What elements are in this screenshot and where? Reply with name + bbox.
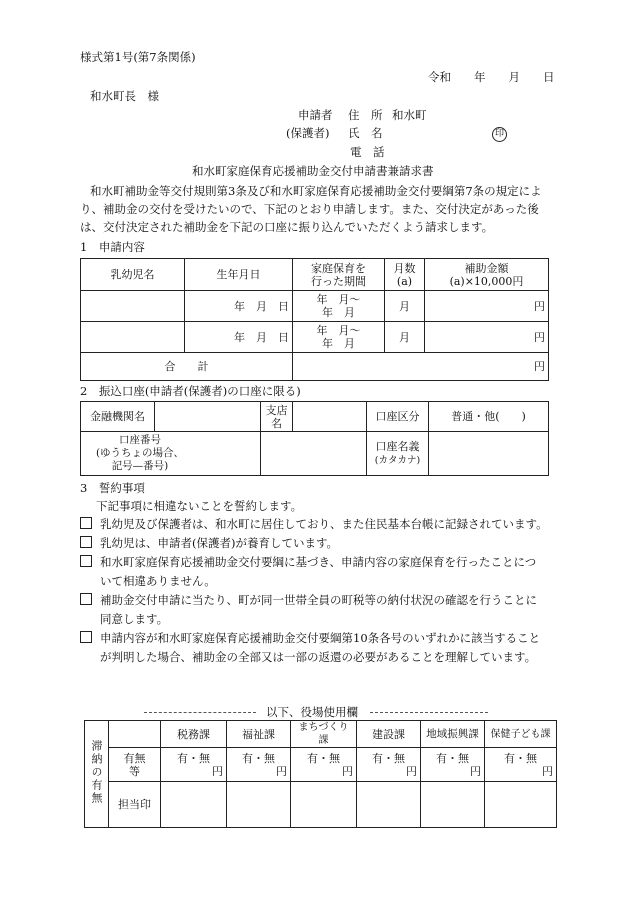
section3-heading: 3 誓約事項 xyxy=(80,481,145,495)
pledge-text-continued: が判明した場合、補助金の全部又は一部の返還の必要があることを理解しています。 xyxy=(100,650,537,664)
account-number-field[interactable] xyxy=(261,432,367,476)
stamp-cell-regional-promotion[interactable] xyxy=(421,782,485,828)
stamp-row xyxy=(85,782,557,828)
stamp-label: 担当印 xyxy=(109,782,161,828)
status-yes-no: 有・無 xyxy=(372,751,405,765)
status-yes-no: 有・無 xyxy=(177,751,210,765)
pledge-item xyxy=(80,517,548,531)
divider-dash-right xyxy=(370,712,488,713)
status-yen: 円 xyxy=(406,764,417,778)
bank-row xyxy=(81,402,549,432)
account-type-value[interactable]: 普通・他( ) xyxy=(429,402,549,432)
pledge-checkbox[interactable] xyxy=(80,593,92,605)
total-label: 合 計 xyxy=(81,353,293,381)
birth-date-header: 生年月日 xyxy=(185,259,293,291)
months-cell[interactable]: 月 xyxy=(385,322,425,353)
branch-label-line-1: 支店 xyxy=(265,403,288,417)
intro-line-3: は、交付決定された補助金を下記の口座に振り込んでいただくよう請求します。 xyxy=(80,220,494,234)
status-yes-no: 有・無 xyxy=(504,751,537,765)
branch-field[interactable] xyxy=(293,402,367,432)
dept-health-children: 保健子ども課 xyxy=(485,721,557,748)
months-header-line-2: (a) xyxy=(396,274,413,288)
amount-cell[interactable]: 円 xyxy=(425,322,549,353)
pledge-checkbox[interactable] xyxy=(80,517,92,529)
status-cell-regional-promotion[interactable] xyxy=(421,748,485,782)
period-cell[interactable] xyxy=(293,291,385,322)
dept-regional-promotion: 地域振興課 xyxy=(421,721,485,748)
amount-header xyxy=(425,259,549,291)
section2-heading: 2 振込口座(申請者(保護者)の口座に限る) xyxy=(80,384,301,398)
stamp-cell-tax[interactable] xyxy=(161,782,227,828)
months-header xyxy=(385,259,425,291)
amount-cell[interactable]: 円 xyxy=(425,291,549,322)
dept-tax: 税務課 xyxy=(161,721,227,748)
period-header xyxy=(293,259,385,291)
status-yen: 円 xyxy=(470,764,481,778)
account-number-line-1: 口座番号 xyxy=(119,434,161,446)
status-label xyxy=(109,748,161,782)
status-cell-health-children[interactable] xyxy=(485,748,557,782)
table-row xyxy=(81,291,549,322)
office-use-label: 以下、役場使用欄 xyxy=(266,705,358,719)
amount-header-line-2: (a)×10,000円 xyxy=(449,274,524,288)
months-cell[interactable]: 月 xyxy=(385,291,425,322)
status-yen: 円 xyxy=(212,764,223,778)
form-number: 様式第1号(第7条関係) xyxy=(80,50,196,64)
name-label: 氏 名 xyxy=(348,126,383,140)
stamp-cell-health-children[interactable] xyxy=(485,782,557,828)
dept-welfare: 福祉課 xyxy=(227,721,291,748)
pledge-item xyxy=(80,555,536,569)
bank-name-field[interactable] xyxy=(155,402,261,432)
stamp-cell-town-planning[interactable] xyxy=(291,782,357,828)
status-label-line-1: 有無 xyxy=(123,751,146,765)
intro-line-2: り、補助金の交付を受けたいので、下記のとおり申請します。また、交付決定があった後 xyxy=(80,202,539,216)
status-yes-no: 有・無 xyxy=(307,751,340,765)
application-header-row xyxy=(81,259,549,291)
total-row xyxy=(81,353,549,381)
status-yen: 円 xyxy=(276,764,287,778)
account-type-label: 口座区分 xyxy=(367,402,429,432)
office-use-table xyxy=(84,720,557,828)
period-to: 年 月 xyxy=(322,337,355,350)
stamp-cell-construction[interactable] xyxy=(357,782,421,828)
pledge-item xyxy=(80,536,338,550)
divider-dash-left xyxy=(144,712,256,713)
period-from: 年 月～ xyxy=(316,293,361,306)
dept-town-planning: まちづくり課 xyxy=(291,721,357,748)
arrears-side-label xyxy=(85,721,109,828)
pledge-lead: 下記事項に相違ないことを誓約します。 xyxy=(96,499,303,513)
status-yen: 円 xyxy=(342,764,353,778)
child-name-cell[interactable] xyxy=(81,291,185,322)
address-value: 和水町 xyxy=(392,108,427,122)
pledge-checkbox[interactable] xyxy=(80,631,92,643)
period-header-line-1: 家庭保育を xyxy=(311,261,366,275)
pledge-checkbox[interactable] xyxy=(80,555,92,567)
birth-date-cell[interactable]: 年 月 日 xyxy=(185,322,293,353)
blank-header-cell xyxy=(109,721,161,748)
pledge-text: 乳幼児は、申請者(保護者)が養育しています。 xyxy=(100,536,339,550)
account-holder-label xyxy=(367,432,429,476)
pledge-text: 乳幼児及び保護者は、和水町に居住しており、また住民基本台帳に記録されています。 xyxy=(100,517,548,531)
branch-label xyxy=(261,402,293,432)
period-cell[interactable] xyxy=(293,322,385,353)
account-holder-line-1: 口座名義 xyxy=(375,440,420,453)
seal-mark xyxy=(492,125,507,142)
months-header-line-1: 月数 xyxy=(393,261,416,275)
addressee: 和水町長 様 xyxy=(90,89,159,103)
account-number-cell xyxy=(81,432,261,476)
bank-table xyxy=(80,401,549,476)
status-cell-construction[interactable] xyxy=(357,748,421,782)
stamp-cell-welfare[interactable] xyxy=(227,782,291,828)
account-number-line-3: 記号—番号) xyxy=(111,460,169,472)
application-table xyxy=(80,258,549,381)
status-label-line-2: 等 xyxy=(129,764,140,778)
dept-construction: 建設課 xyxy=(357,721,421,748)
status-cell-welfare[interactable] xyxy=(227,748,291,782)
arrears-side-text: 滞納の有無 xyxy=(90,740,103,805)
document-title: 和水町家庭保育応援補助金交付申請書兼請求書 xyxy=(192,164,434,178)
seal-circle: 印 xyxy=(492,127,507,142)
phone-label: 電 話 xyxy=(350,145,385,159)
pledge-checkbox[interactable] xyxy=(80,536,92,548)
total-amount-cell[interactable]: 円 xyxy=(293,353,549,381)
date-line: 令和 年 月 日 xyxy=(428,70,555,84)
account-row xyxy=(81,432,549,476)
pledge-text: 和水町家庭保育応援補助金交付要綱に基づき、申請内容の家庭保育を行ったことにつ xyxy=(100,555,537,569)
amount-header-line-1: 補助金額 xyxy=(464,261,509,275)
period-to: 年 月 xyxy=(322,306,355,319)
account-number-label xyxy=(87,434,193,473)
table-row xyxy=(81,322,549,353)
child-name-cell[interactable] xyxy=(81,322,185,353)
status-yen: 円 xyxy=(542,764,553,778)
account-number-line-2: (ゆうちょの場合、 xyxy=(95,447,185,459)
pledge-item xyxy=(80,631,540,645)
status-cell-town-planning[interactable] xyxy=(291,748,357,782)
account-holder-line-2: (カタカナ) xyxy=(374,455,421,466)
status-yes-no: 有・無 xyxy=(242,751,275,765)
section1-heading: 1 申請内容 xyxy=(80,240,145,254)
bank-name-label: 金融機関名 xyxy=(81,402,155,432)
pledge-text: 申請内容が和水町家庭保育応援補助金交付要綱第10条各号のいずれかに該当すること xyxy=(100,631,541,645)
dept-header-row xyxy=(85,721,557,748)
account-holder-field[interactable] xyxy=(429,432,549,476)
branch-label-line-2: 名 xyxy=(271,416,282,430)
applicant-role: 申請者 xyxy=(298,108,333,122)
status-yes-no: 有・無 xyxy=(436,751,469,765)
intro-line-1: 和水町補助金等交付規則第3条及び和水町家庭保育応援補助金交付要綱第7条の規定によ xyxy=(90,184,542,198)
pledge-item xyxy=(80,593,537,607)
address-label: 住 所 xyxy=(348,108,383,122)
child-name-header: 乳幼児名 xyxy=(81,259,185,291)
guardian-label: (保護者) xyxy=(286,126,330,140)
pledge-text: 補助金交付申請に当たり、町が同一世帯全員の町税等の納付状況の確認を行うことに xyxy=(100,593,537,607)
period-header-line-2: 行った期間 xyxy=(311,274,366,288)
birth-date-cell[interactable]: 年 月 日 xyxy=(185,291,293,322)
pledge-text-continued: いて相違ありません。 xyxy=(100,574,216,588)
status-cell-tax[interactable] xyxy=(161,748,227,782)
pledge-text-continued: 同意します。 xyxy=(100,612,169,626)
period-from: 年 月～ xyxy=(316,324,361,337)
arrears-status-row xyxy=(85,748,557,782)
